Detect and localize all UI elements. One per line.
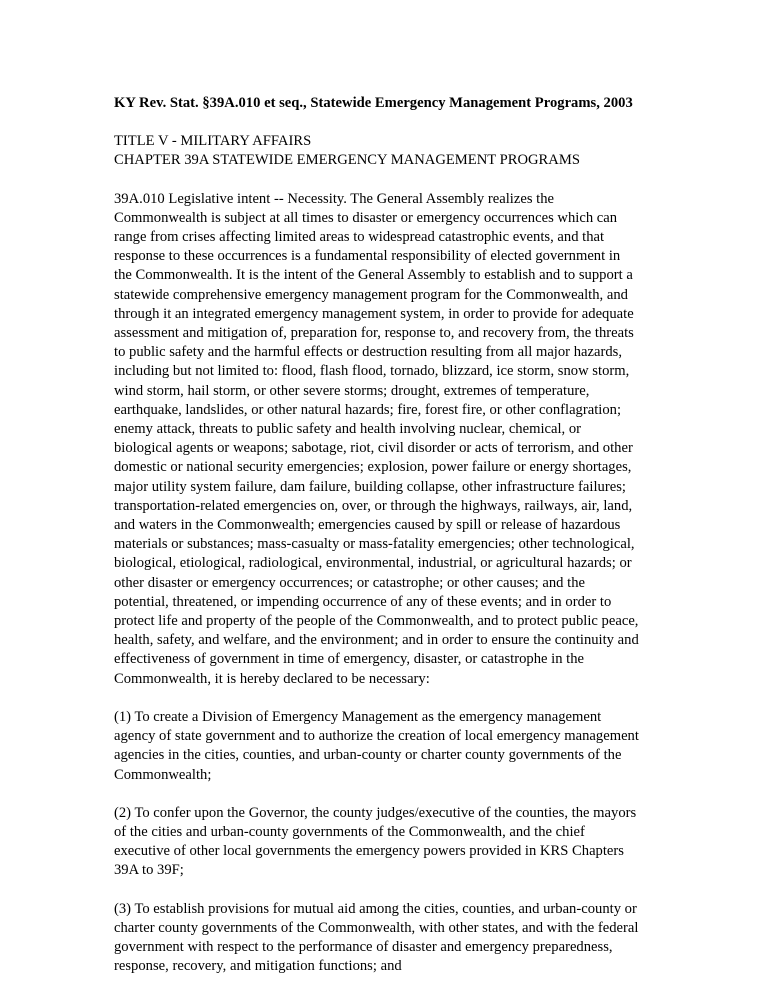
text-line: to public safety and the harmful effects or destruction resulting from all major hazards, <box>114 344 622 361</box>
text-line: Commonwealth is subject at all times to disaster or emergency occurrences which can <box>114 209 618 226</box>
text-line: agencies in the cities, counties, and urban-county or charter county governments of the <box>114 747 622 764</box>
title-block <box>114 132 699 170</box>
text-line: 39A to 39F; <box>114 862 184 879</box>
text-line: statewide comprehensive emergency management program for the Commonwealth, and <box>114 286 628 303</box>
text-line: Commonwealth, it is hereby declared to be necessary: <box>114 670 430 687</box>
provision-3-paragraph <box>114 900 699 977</box>
text-line: range from crises affecting limited areas to widespread catastrophic events, and that <box>114 229 605 246</box>
spacer <box>114 689 699 708</box>
text-line: biological agents or weapons; sabotage, riot, civil disorder or acts of terrorism, and other <box>114 440 633 457</box>
text-line: major utility system failure, dam failure, building collapse, other infrastructure failures; <box>114 478 626 495</box>
spacer <box>114 171 699 190</box>
title-line: TITLE V - MILITARY AFFAIRS <box>114 133 312 150</box>
text-line: the Commonwealth. It is the intent of the General Assembly to establish and to support a <box>114 267 633 284</box>
text-line: including but not limited to: flood, flash flood, tornado, blizzard, ice storm, snow storm, <box>114 363 630 380</box>
paragraphs <box>114 190 699 977</box>
text-line: health, safety, and welfare, and the environment; and in order to ensure the continuity and <box>114 632 639 649</box>
text-line: wind storm, hail storm, or other severe storms; drought, extremes of temperature, <box>114 382 590 399</box>
text-line: 39A.010 Legislative intent -- Necessity. The General Assembly realizes the <box>114 190 555 207</box>
text-line: (3) To establish provisions for mutual aid among the cities, counties, and urban-county or <box>114 900 637 917</box>
chapter-line: CHAPTER 39A STATEWIDE EMERGENCY MANAGEMENT PROGRAMS <box>114 152 580 169</box>
text-line: response, recovery, and mitigation functions; and <box>114 958 402 975</box>
text-line: biological, etiological, radiological, environmental, industrial, or agricultural hazards; or <box>114 555 632 572</box>
text-line: assessment and mitigation of, preparation for, response to, and recovery from, the threats <box>114 325 634 342</box>
text-line: executive of other local governments the emergency powers provided in KRS Chapters <box>114 843 624 860</box>
text-line: protect life and property of the people of the Commonwealth, and to protect public peace, <box>114 613 639 630</box>
intent-paragraph <box>114 190 699 689</box>
provision-1-paragraph <box>114 708 699 785</box>
text-line: earthquake, landslides, or other natural hazards; fire, forest fire, or other conflagration; <box>114 401 622 418</box>
text-line: domestic or national security emergencies; explosion, power failure or energy shortages, <box>114 459 632 476</box>
text-line: response to these occurrences is a fundamental responsibility of elected government in <box>114 248 621 265</box>
text-line: government with respect to the performance of disaster and emergency preparedness, <box>114 938 613 955</box>
provision-2-paragraph <box>114 804 699 881</box>
text-line: enemy attack, threats to public safety and health involving nuclear, chemical, or <box>114 421 582 438</box>
text-line: of the cities and urban-county governments of the Commonwealth, and the chief <box>114 823 585 840</box>
document-body <box>114 94 699 976</box>
text-line: effectiveness of government in time of emergency, disaster, or catastrophe in the <box>114 651 585 668</box>
document-heading: KY Rev. Stat. §39A.010 et seq., Statewide Emergency Management Programs, 2003 <box>114 95 633 111</box>
spacer <box>114 785 699 804</box>
text-line: (1) To create a Division of Emergency Management as the emergency management <box>114 708 602 725</box>
text-line: materials or substances; mass-casualty or mass-fatality emergencies; other technological, <box>114 536 635 553</box>
text-line: (2) To confer upon the Governor, the county judges/executive of the counties, the mayors <box>114 804 637 821</box>
spacer <box>114 881 699 900</box>
text-line: other disaster or emergency occurrences; or catastrophe; or other causes; and the <box>114 574 585 591</box>
text-line: Commonwealth; <box>114 766 212 783</box>
text-line: potential, threatened, or impending occurrence of any of these events; and in order to <box>114 593 612 610</box>
text-line: and waters in the Commonwealth; emergencies caused by spill or release of hazardous <box>114 517 621 534</box>
spacer <box>114 113 699 132</box>
text-line: charter county governments of the Commonwealth, with other states, and with the federal <box>114 919 639 936</box>
text-line: transportation-related emergencies on, over, or through the highways, railways, air, land, <box>114 497 633 514</box>
text-line: through it an integrated emergency management system, in order to provide for adequate <box>114 305 634 322</box>
text-line: agency of state government and to authorize the creation of local emergency management <box>114 728 639 745</box>
